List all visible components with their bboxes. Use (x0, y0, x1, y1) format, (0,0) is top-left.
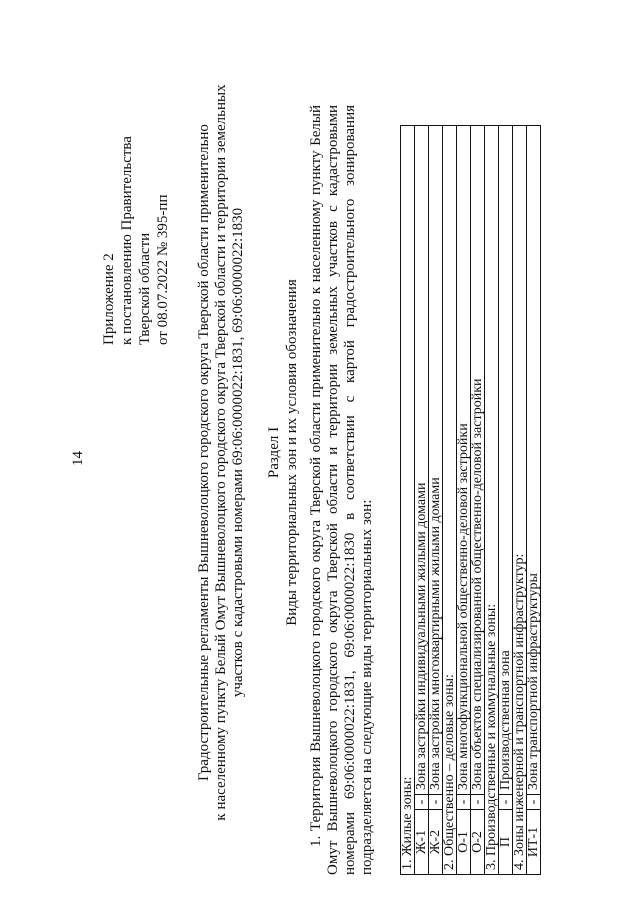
zone-name: Зона объектов специализированной общественно-деловой застройки (471, 126, 485, 795)
title-line: участков с кадастровыми номерами 69:06:0000022:1831, 69:06:0000022:1830 (230, 207, 246, 698)
zone-group-row (513, 126, 527, 875)
zone-row (471, 126, 485, 875)
annex-line: Тверской области (137, 232, 153, 345)
zone-code: ИТ-1 (527, 810, 541, 875)
zone-code: О-2 (471, 810, 485, 875)
document-title (196, 80, 247, 825)
title-line: к населенному пункту Белый Омут Вышневолоцкого городского округа Тверской области и территории земельных (213, 84, 229, 821)
zone-row (527, 126, 541, 875)
annex-line: Приложение 2 (101, 253, 117, 345)
zone-name: Зона застройки индивидуальными жилыми домами (415, 126, 429, 795)
zone-row (457, 126, 471, 875)
annex-line: к постановлению Правительства (119, 136, 135, 345)
annex-block (100, 136, 172, 345)
zone-group-label: 1. Жилые зоны: (401, 126, 415, 875)
zone-group-label: 2. Общественно – деловые зоны: (443, 126, 457, 875)
zone-row (415, 126, 429, 875)
zone-dash: - (527, 795, 541, 810)
zone-name: Зона транспортной инфраструктуры (527, 126, 541, 795)
zone-code: О-1 (457, 810, 471, 875)
zone-name: Зона многофункциональной общественно-деловой застройки (457, 126, 471, 795)
zone-name: Зона застройки многоквартирными жилыми домами (429, 126, 443, 795)
zone-group-row (401, 126, 415, 875)
zone-dash: - (471, 795, 485, 810)
zones-table (400, 125, 541, 875)
page-number: 14 (70, 451, 86, 466)
zone-dash: - (457, 795, 471, 810)
annex-line: от 08.07.2022 № 395-пп (155, 194, 171, 345)
zone-code: Ж-1 (415, 810, 429, 875)
zone-group-label: 3. Производственные и коммунальные зоны: (485, 126, 499, 875)
zone-group-row (485, 126, 499, 875)
zone-dash: - (415, 795, 429, 810)
section-heading: Раздел I (266, 426, 282, 479)
zone-name: Производственная зона (499, 126, 513, 795)
section-header (265, 80, 301, 825)
zone-dash: - (499, 795, 513, 810)
zone-group-row (443, 126, 457, 875)
section-subheading: Виды территориальных зон и их условия обозначения (284, 279, 300, 626)
zone-code: П (499, 810, 513, 875)
zone-group-label: 4. Зоны инженерной и транспортной инфраструктур: (513, 126, 527, 875)
zone-dash: - (429, 795, 443, 810)
zone-row (429, 126, 443, 875)
zone-code: Ж-2 (429, 810, 443, 875)
intro-paragraph: 1. Территория Вышневолоцкого городского округа Тверской области применительно к населенному пункту Белый Омут Вышневолоцкого городского округа Тверской области и территории земельных участков с кадастровыми номерами 69:06:0000022:1831, 69:06:0000022:1830 в соответствии с картой градостроительного зонирования подразделяется на следующие виды территориальных зон: (308, 105, 375, 875)
title-line: Градостроительные регламенты Вышневолоцкого городского округа Тверской области применительно (196, 124, 212, 781)
zones-table-body (401, 126, 541, 875)
zone-row (499, 126, 513, 875)
